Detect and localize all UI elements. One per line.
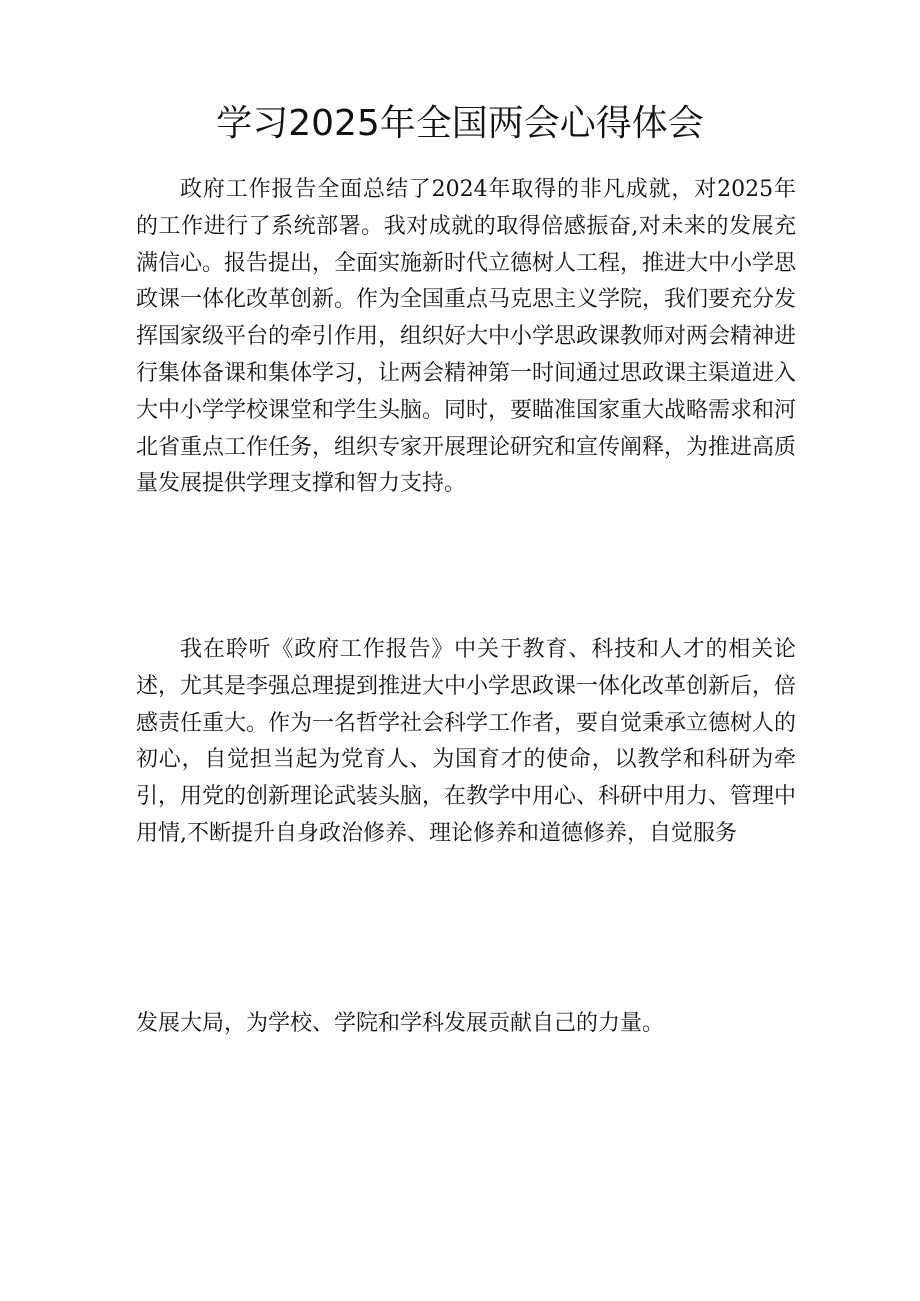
paragraph-block — [136, 632, 796, 853]
body-paragraph: 我在聆听《政府工作报告》中关于教育、科技和人才的相关论述，尤其是李强总理提到推进大中小学思政课一体化改革创新后，倍感责任重大。作为一名哲学社会科学工作者，要自觉秉承立德树人的初心，自觉担当起为党育人、为国育才的使命，以教学和科研为牵引，用党的创新理论武装头脑，在教学中用心、科研中用力、管理中用情,不断提升自身政治修养、理论修养和道德修养，自觉服务 — [136, 637, 797, 846]
body-paragraph-continuation: 发展大局，为学校、学院和学科发展贡献自己的力量。 — [136, 1011, 665, 1036]
paragraph-block — [136, 1006, 796, 1043]
document-title: 学习2025年全国两会心得体会 — [216, 103, 704, 144]
paragraph-block — [136, 172, 796, 503]
body-paragraph: 政府工作报告全面总结了2024年取得的非凡成就，对2025年的工作进行了系统部署。我对成就的取得倍感振奋,对未来的发展充满信心。报告提出，全面实施新时代立德树人工程，推进大中小学思政课一体化改革创新。作为全国重点马克思主义学院，我们要充分发挥国家级平台的牵引作用，组织好大中小学思政课教师对两会精神进行集体备课和集体学习，让两会精神第一时间通过思政课主渠道进入大中小学学校课堂和学生头脑。同时，要瞄准国家重大战略需求和河北省重点工作任务，组织专家开展理论研究和宣传阐释，为推进高质量发展提供学理支撑和智力支持。 — [136, 177, 797, 497]
